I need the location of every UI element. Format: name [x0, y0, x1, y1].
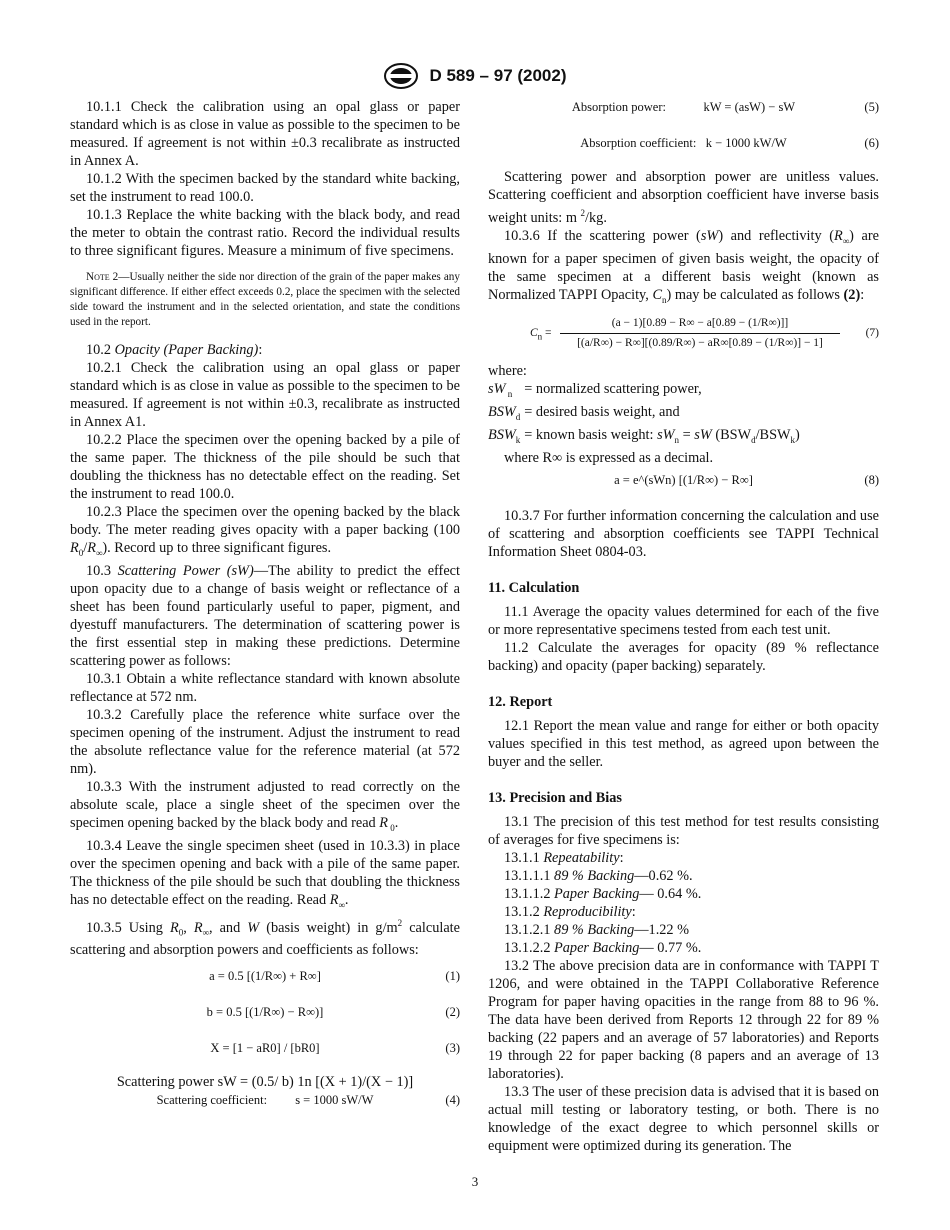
equation-8: a = e^(sWn) [(1/R∞) − R∞] (8) — [614, 473, 879, 488]
paragraph: 10.2.2 Place the specimen over the opening backed by a pile of the same paper. The thickness of the pile should be such that doubling the thickness has no detectable effect on the reading. Set the instrument to read 100.0. — [70, 432, 460, 502]
list-item: 13.1.1.1 89 % Backing—0.62 %. — [504, 868, 693, 885]
paragraph: 13.2 The above precision data are in conformance with TAPPI T 1206, and were obtained in the TAPPI Collaborative Reference Program for paper having opacities in the range from 88 to 96 %. The data have been derived from Reports 12 through 22 for 89 % backing (22 papers and an average of 57 laboratories) and Reports 19 through 22 for paper backing (8 papers and an average of 13 laboratories). — [488, 958, 879, 1083]
paragraph: 10.3.2 Carefully place the reference white surface over the specimen opening of the instrument. Adjust the instrument to read the absolute reflectance value for the reference material (at 572 nm). — [70, 706, 460, 777]
paragraph: 13.3 The user of these precision data is advised that it is based on actual mill testing or laboratory testing, or both. There is no knowledge of the exact degree to which personnel skills or equipment were optimized during its generation. The — [488, 1084, 879, 1155]
section-heading: 13. Precision and Bias — [488, 790, 622, 807]
paragraph: 10.3.1 Obtain a white reflectance standard with known absolute reflectance at 572 nm. — [70, 670, 460, 705]
page-header — [0, 62, 950, 90]
equation-7: $C_n$ = (a − 1)[0.89 − R∞ − a[0.89 − (1/R∞)]] [(a/R∞) − R∞][(0.89/R∞) − aR∞[0.89 − (1/R∞)] − 1] (7) — [488, 314, 879, 352]
right-column — [488, 98, 879, 1155]
equation-6: Absorption coefficient: k − 1000 kW/W (6) — [580, 136, 879, 150]
equation-3: X = [1 − aR0] / [bR0] (3) — [210, 1041, 460, 1056]
list-item: 13.1.2 Reproducibility: — [504, 904, 636, 921]
where-table: sW $_n$ = normalized scattering power, $BSW_d$ = desired basis weight, and $BSW_k$ = known basis weight: $sW_n$ = sW $(BSW_d/BSW_k)$ — [488, 381, 800, 446]
paragraph: 10.1.3 Replace the white backing with the black body, and read the meter to obtain the contrast ratio. Record the individual results to three significant figures. Measure a minimum of five specimens. — [70, 207, 460, 259]
paragraph: where R∞ is expressed as a decimal. — [504, 450, 714, 467]
paragraph: 12.1 Report the mean value and range for either or both opacity values specified in this test method, as agreed upon between the buyer and the seller. — [488, 718, 879, 771]
paragraph: 10.2.3 Place the specimen over the opening backed by the black body. The meter reading gives opacity with a paper backing (100 $R_0/R_\infty$). Record up to three significant figures. — [70, 504, 460, 558]
equation-4: Scattering coefficient: s = 1000 sW/W (4) — [156, 1093, 460, 1108]
paragraph: 10.2 Opacity (Paper Backing): — [86, 342, 263, 358]
paragraph: 13.1 The precision of this test method for test results consisting of averages for five specimens is: — [488, 814, 879, 849]
page-number: 3 — [471, 1174, 479, 1189]
equation-2: b = 0.5 [(1/R∞) − R∞)] (2) — [206, 1005, 460, 1020]
paragraph: 10.3.3 With the instrument adjusted to read correctly on the absolute scale, place a single sheet of the specimen over the specimen opening backed by the black body and read R $_0$. — [70, 778, 460, 833]
equation-5: Absorption power: kW = (asW) − sW (5) — [571, 100, 879, 114]
paragraph: 10.1.2 With the specimen backed by the standard white backing, set the instrument to read 100.0. — [70, 171, 460, 205]
equation-1: a = 0.5 [(1/R∞) + R∞] (1) — [209, 969, 460, 984]
list-item: 13.1.1 Repeatability: — [504, 850, 624, 867]
paragraph: 10.3.6 If the scattering power (sW) and reflectivity $(R_\infty)$ are known for a paper specimen of given basis weight, the opacity of the same specimen at a different basis weight (known as Normalized TAPPI Opacity, $C_n$) may be calculated as follows (2): — [488, 227, 879, 305]
list-item: 13.1.2.2 Paper Backing— 0.77 %. — [504, 940, 702, 957]
section-heading: 12. Report — [488, 694, 553, 711]
paragraph: 10.3.7 For further information concerning the calculation and use of scattering and absorption coefficients see TAPPI Technical Information Sheet 0804-03. — [488, 508, 879, 561]
paragraph: 10.3.5 Using $R_0$, $R_\infty$, and W (basis weight) in $g/m^2$ calculate scattering and absorption powers and coefficients as follows: — [70, 917, 460, 959]
paragraph: 10.1.1 Check the calibration using an opal glass or paper standard which is as close in value as possible to the specimen to be measured. If agreement is not within ±0.3 recalibrate as instructed in Annex A. — [70, 99, 460, 169]
left-column — [70, 98, 460, 1113]
astm-logo-icon — [383, 62, 419, 90]
scattering-power-formula: Scattering power sW = (0.5/ b) 1n [(X + 1)/(X − 1)] — [116, 1074, 414, 1091]
paragraph: 10.2.1 Check the calibration using an opal glass or paper standard which is as close in value as possible to the specimen to be measured. If agreement is not within ±0.3, recalibrate as instructed in Annex A1. — [70, 360, 460, 430]
where-label: where: — [488, 363, 527, 380]
paragraph: 10.3 Scattering Power (sW)—The ability to predict the effect upon opacity due to a change of basis weight or reflectance of a sheet has been found particularly useful to paper, pigment, and dyestuff manufacturers. The determination of scattering power is the first essential step in making these predictions. Determine scattering power as follows: — [70, 562, 460, 669]
paragraph: 10.3.4 Leave the single specimen sheet (used in 10.3.3) in place over the specimen opening and back with a pile of the same paper. The thickness of the pile should be such that doubling the thickness has no detectable effect on the reading. Read $R_\infty$. — [70, 837, 460, 910]
list-item: 13.1.1.2 Paper Backing— 0.64 %. — [504, 886, 702, 903]
note: Note 2—Usually neither the side nor direction of the grain of the paper makes any significant difference. If either effect exceeds 0.2, place the specimen with the selected side toward the instrument and in the selected orientation, and state the conditions used in the report. — [70, 271, 460, 328]
paragraph: Scattering power and absorption power are unitless values. Scattering coefficient and absorption coefficient have inverse basis weight units: m $^2$/kg. — [488, 169, 879, 226]
document-id: D 589 – 97 (2002) — [429, 66, 567, 85]
list-item: 13.1.2.1 89 % Backing—1.22 % — [504, 922, 690, 939]
section-heading: 11. Calculation — [488, 580, 580, 597]
paragraph: 11.2 Calculate the averages for opacity (89 % reflectance backing) and opacity (paper backing) separately. — [488, 640, 879, 675]
paragraph: 11.1 Average the opacity values determined for each of the five or more representative specimens tested from each test unit. — [488, 604, 879, 639]
